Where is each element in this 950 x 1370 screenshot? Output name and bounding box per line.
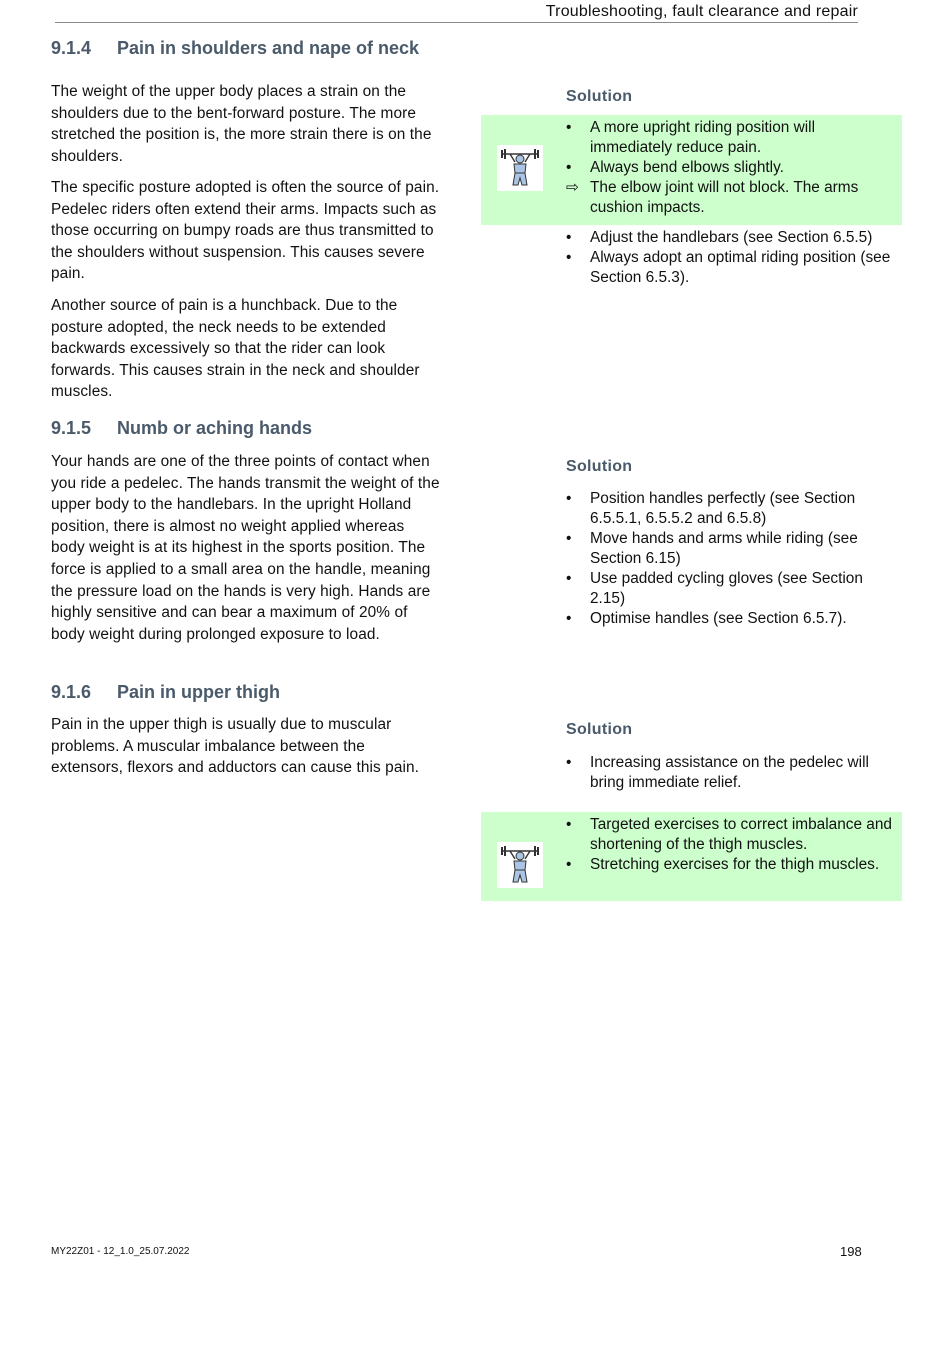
header-divider bbox=[55, 22, 858, 23]
section-title: Pain in upper thigh bbox=[117, 682, 280, 702]
paragraph: Your hands are one of the three points of contact when you ride a pedelec. The hands transmit the weight of the upper body to the handlebars. In the upright Holland position, there is almost no weight applied whereas body weight is at its highest in the sports position. The force is applied to a small area on the handle, meaning the pressure load on the hands is very high. Hands are highly sensitive and can bear a maximum of 20% of body weight during prolonged exposure to load. bbox=[51, 453, 440, 643]
bullet-marker: • bbox=[566, 530, 572, 547]
list-item: • Move hands and arms while riding (see Section 6.15) bbox=[566, 530, 858, 567]
solution-list bbox=[566, 489, 900, 629]
arrow-right-icon: ⇨ bbox=[566, 179, 579, 196]
list-item: • Stretching exercises for the thigh muscles. bbox=[566, 856, 880, 873]
section-number: 9.1.6 bbox=[51, 682, 92, 702]
solution-list-highlighted bbox=[566, 815, 900, 875]
list-item: • Increasing assistance on the pedelec will bring immediate relief. bbox=[566, 754, 869, 791]
bullet-marker: • bbox=[566, 856, 572, 873]
bullet-marker: • bbox=[566, 610, 572, 627]
bullet-marker: • bbox=[566, 159, 572, 176]
bullet-marker: • bbox=[566, 816, 572, 833]
bullet-marker: • bbox=[566, 249, 572, 266]
list-item: • Targeted exercises to correct imbalance and shortening of the thigh muscles. bbox=[566, 816, 892, 853]
bullet-marker: • bbox=[566, 754, 572, 771]
solution-label: Solution bbox=[566, 721, 633, 738]
document-id: MY22Z01 - 12_1.0_25.07.2022 bbox=[51, 1246, 190, 1257]
list-item: • Always bend elbows slightly. bbox=[566, 159, 784, 176]
section-heading-9-1-6 bbox=[51, 682, 280, 703]
page-number: 198 bbox=[840, 1244, 862, 1259]
section-number: 9.1.4 bbox=[51, 38, 92, 58]
list-item: • A more upright riding position will immediately reduce pain. bbox=[566, 119, 815, 156]
paragraph: The specific posture adopted is often the source of pain. Pedelec riders often extend their arms. Impacts such as those occurring on bumpy roads are thus transmitted to the shoulders without suspension. This causes severe pain. bbox=[51, 179, 440, 283]
bullet-marker: • bbox=[566, 570, 572, 587]
list-item: ⇨ The elbow joint will not block. The arms cushion impacts. bbox=[566, 179, 859, 216]
solution-label: Solution bbox=[566, 88, 633, 105]
section-title: Numb or aching hands bbox=[117, 418, 313, 438]
weightlifting-figure-icon bbox=[497, 842, 543, 888]
bullet-marker: • bbox=[566, 229, 572, 246]
paragraph: Another source of pain is a hunchback. Due to the posture adopted, the neck needs to be extended backwards excessively so that the rider can look forwards. This causes strain in the neck and shoulder muscles. bbox=[51, 297, 420, 401]
list-item: • Optimise handles (see Section 6.5.7). bbox=[566, 610, 847, 627]
solution-list-highlighted bbox=[566, 118, 900, 218]
list-item: • Always adopt an optimal riding position (see Section 6.5.3). bbox=[566, 249, 891, 286]
solution-list bbox=[566, 228, 900, 288]
paragraph: The weight of the upper body places a strain on the shoulders due to the bent-forward posture. The more stretched the position is, the more strain there is on the shoulders. bbox=[51, 83, 432, 165]
list-item: • Adjust the handlebars (see Section 6.5.5) bbox=[566, 229, 873, 246]
bullet-marker: • bbox=[566, 119, 572, 136]
running-header: Troubleshooting, fault clearance and repair bbox=[545, 3, 858, 20]
list-item: • Use padded cycling gloves (see Section 2.15) bbox=[566, 570, 863, 607]
section-number: 9.1.5 bbox=[51, 418, 92, 438]
section-title: Pain in shoulders and nape of neck bbox=[117, 38, 420, 58]
list-item: • Position handles perfectly (see Section 6.5.5.1, 6.5.5.2 and 6.5.8) bbox=[566, 490, 856, 527]
weightlifting-figure-icon bbox=[497, 145, 543, 191]
bullet-marker: • bbox=[566, 490, 572, 507]
paragraph: Pain in the upper thigh is usually due to muscular problems. A muscular imbalance between the extensors, flexors and adductors can cause this pain. bbox=[51, 716, 420, 777]
solution-label: Solution bbox=[566, 458, 633, 475]
solution-list bbox=[566, 753, 900, 793]
section-heading-9-1-5 bbox=[51, 418, 312, 439]
section-heading-9-1-4 bbox=[51, 38, 419, 59]
